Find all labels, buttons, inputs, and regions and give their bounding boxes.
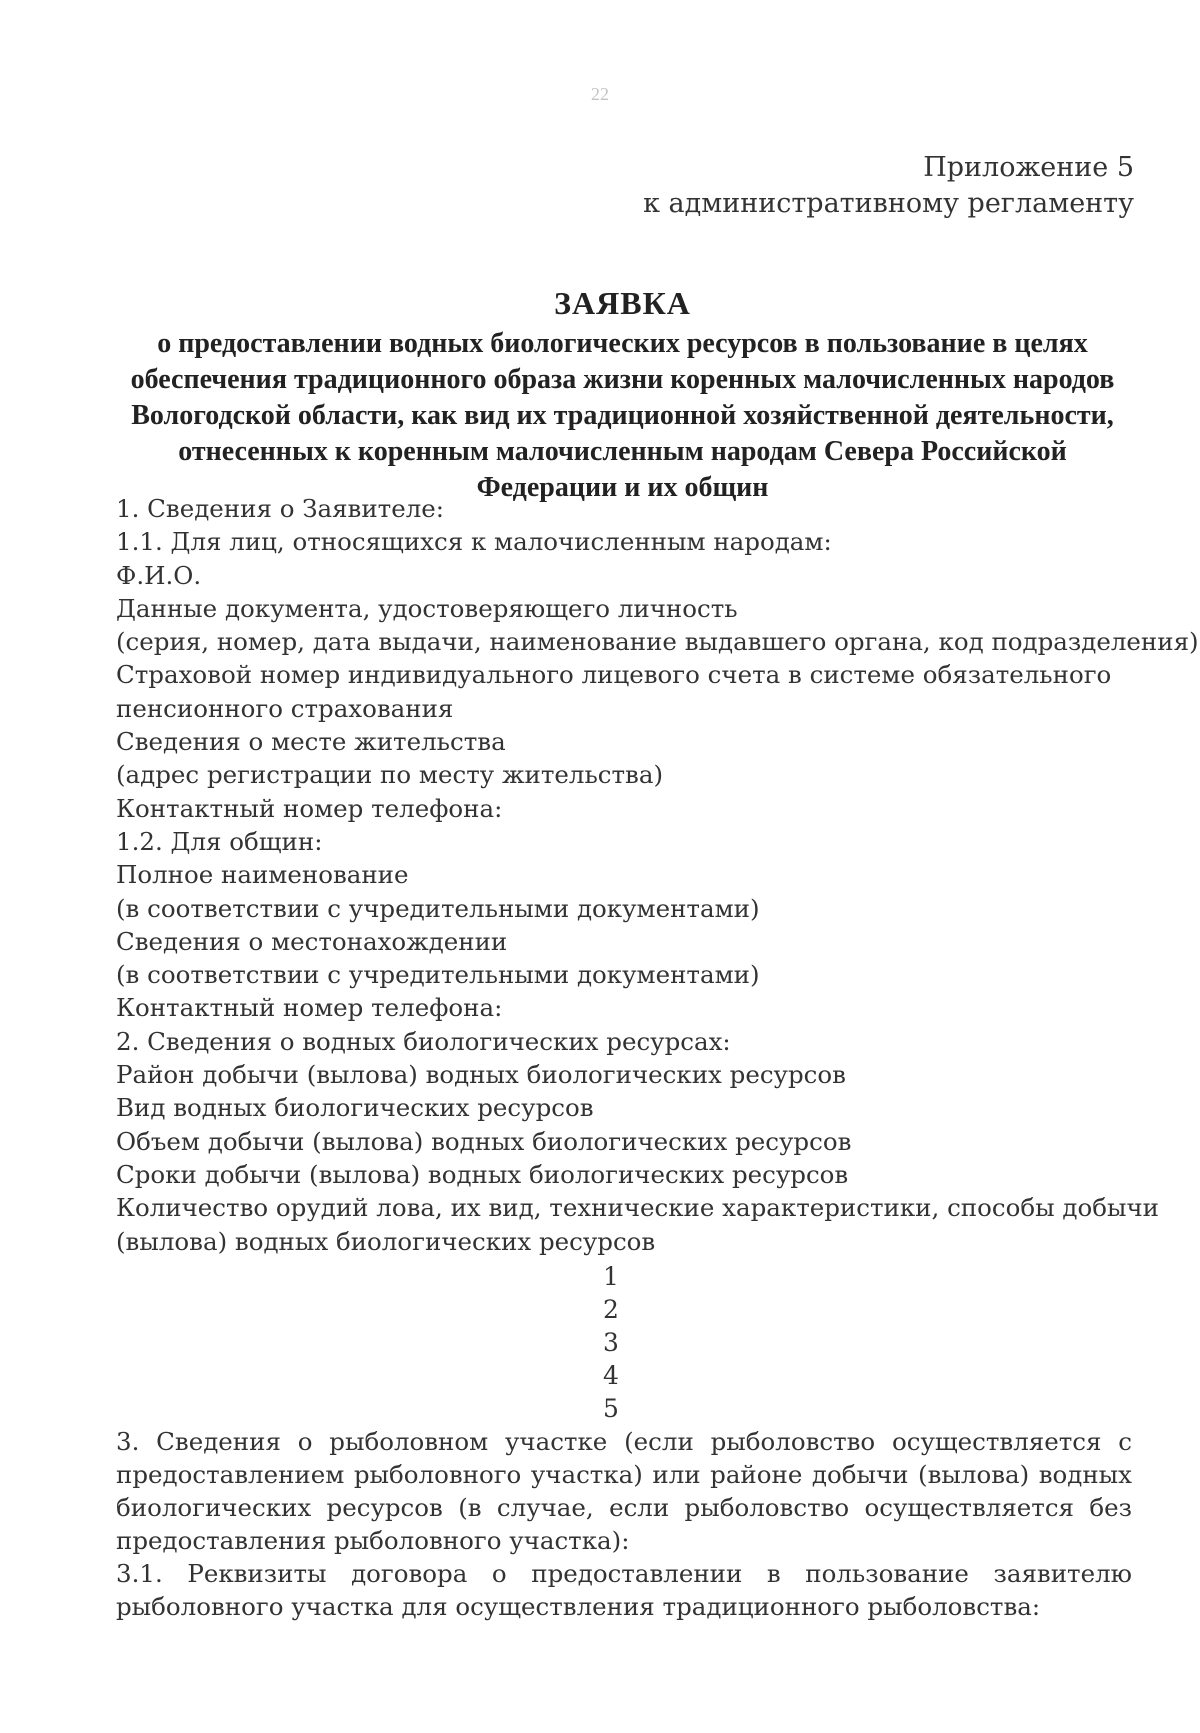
residence-hint: (адрес регистрации по месту жительства): [116, 760, 664, 790]
title-line-3: Вологодской области, как вид их традиционной хозяйственной деятельности,: [131, 400, 1114, 431]
gear-label-line-2: (вылова) водных биологических ресурсов: [116, 1226, 656, 1256]
section-3-1-paragraph: 3.1. Реквизиты договора о предоставлении в пользование заявителю рыболовного участка для осуществления традиционного рыболовства:: [116, 1559, 1132, 1621]
phone-label-individual: Контактный номер телефона:: [116, 793, 503, 823]
annex-line-2: к административному регламенту: [643, 188, 1134, 219]
annex-header: [643, 150, 1134, 222]
title-main: ЗАЯВКА: [554, 285, 691, 321]
phone-label-community: Контактный номер телефона:: [116, 993, 503, 1023]
full-title-label: Полное наименование: [116, 860, 409, 890]
section-1-heading: 1. Сведения о Заявителе:: [116, 494, 445, 523]
list-item: 5: [603, 1394, 619, 1423]
title-line-2: обеспечения традиционного образа жизни коренных малочисленных народов: [130, 364, 1115, 395]
title-line-1: о предоставлении водных биологических ресурсов в пользование в целях: [157, 328, 1088, 359]
catch-area-label: Район добычи (вылова) водных биологических ресурсов: [116, 1060, 846, 1090]
list-item: 2: [603, 1295, 619, 1324]
residence-label: Сведения о месте жительства: [116, 727, 506, 757]
section-2-heading: 2. Сведения о водных биологических ресурсах:: [116, 1026, 731, 1056]
section-3-paragraph: 3. Сведения о рыболовном участке (если рыболовство осуществляется с предоставлением рыболовного участка) или районе добычи (вылова) водных биологических ресурсов (в случае, если рыболовство осуществляется без предоставления рыболовного участка):: [116, 1427, 1132, 1555]
full-title-hint: (в соответствии с учредительными документами): [116, 893, 760, 923]
gear-label-line-1: Количество орудий лова, их вид, технические характеристики, способы добычи: [116, 1193, 1160, 1223]
location-hint: (в соответствии с учредительными документами): [116, 960, 760, 990]
application-body: [116, 492, 1199, 1258]
location-label: Сведения о местонахождении: [116, 926, 508, 956]
list-item: 4: [603, 1361, 619, 1390]
snils-label-line-2: пенсионного страхования: [116, 693, 454, 723]
list-item: 1: [603, 1262, 619, 1291]
section-1-2-heading: 1.2. Для общин:: [116, 826, 323, 856]
list-item: 3: [603, 1328, 619, 1357]
section-3: [116, 1425, 1132, 1623]
section-1-1-heading: 1.1. Для лиц, относящихся к малочисленным народам:: [116, 527, 832, 557]
species-label: Вид водных биологических ресурсов: [116, 1093, 594, 1123]
full-name-label: Ф.И.О.: [116, 560, 202, 590]
id-document-hint: (серия, номер, дата выдачи, наименование выдавшего органа, код подразделения): [116, 627, 1199, 657]
snils-label-line-1: Страховой номер индивидуального лицевого счета в системе обязательного: [116, 660, 1112, 690]
catch-period-label: Сроки добычи (вылова) водных биологических ресурсов: [116, 1159, 849, 1189]
annex-line-1: Приложение 5: [923, 152, 1134, 183]
numbered-list: [0, 1260, 1200, 1425]
page-number: 22: [591, 84, 609, 104]
catch-volume-label: Объем добычи (вылова) водных биологических ресурсов: [116, 1126, 852, 1156]
title-line-4: отнесенных к коренным малочисленным народам Севера Российской: [178, 436, 1067, 467]
title-line-5: Федерации и их общин: [476, 472, 769, 503]
id-document-label: Данные документа, удостоверяющего личность: [116, 593, 738, 623]
document-title: [110, 285, 1135, 506]
